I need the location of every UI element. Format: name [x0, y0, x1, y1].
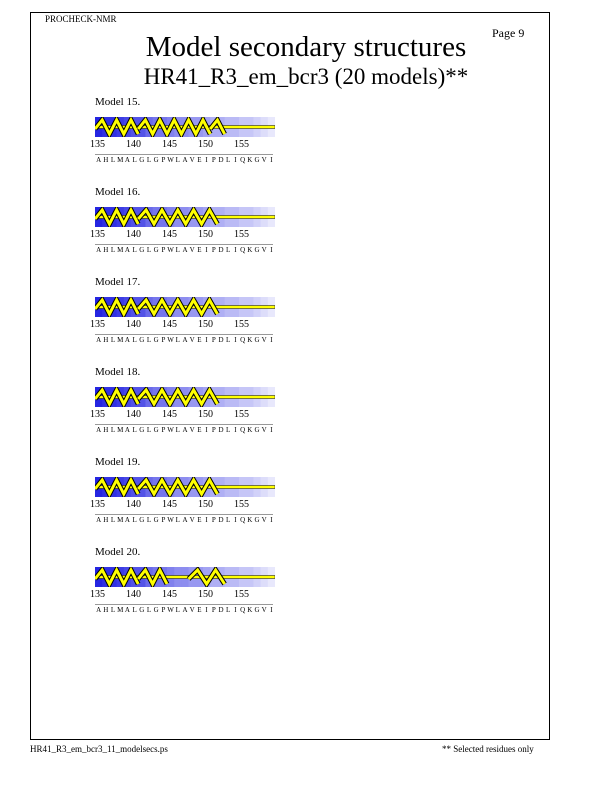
residue-letter: V — [189, 516, 195, 524]
model-panel — [90, 276, 280, 356]
residue-letter: M — [117, 516, 124, 524]
residue-letter: G — [153, 246, 159, 254]
tick-label: 135 — [90, 409, 105, 420]
residue-letter: I — [234, 156, 237, 164]
residue-letter: W — [167, 336, 174, 344]
residue-letter: A — [182, 336, 188, 344]
residue-letter: G — [139, 606, 145, 614]
tick-label: 150 — [198, 589, 213, 600]
residue-letter: H — [103, 426, 109, 434]
residue-letter: G — [254, 156, 260, 164]
tick-label: 145 — [162, 229, 177, 240]
residue-letter: L — [146, 336, 152, 344]
residue-letter: L — [110, 156, 116, 164]
residue-letter: A — [124, 516, 130, 524]
residue-letter: A — [124, 246, 130, 254]
residue-letter: A — [182, 156, 188, 164]
residue-letter: I — [234, 516, 237, 524]
model-label: Model 18. — [95, 366, 141, 378]
tick-label: 140 — [126, 139, 141, 150]
secondary-structure-strip — [95, 207, 275, 227]
tick-label: 140 — [126, 319, 141, 330]
residue-letter: A — [96, 156, 102, 164]
residue-letter: Q — [240, 516, 246, 524]
residue-letter: L — [175, 336, 180, 344]
residue-letter: I — [270, 336, 273, 344]
residue-letter: D — [218, 246, 224, 254]
residue-letter: P — [211, 156, 216, 164]
residue-letter: L — [110, 516, 116, 524]
residue-letter: G — [153, 156, 159, 164]
residue-letter: I — [205, 426, 208, 434]
residue-letter: V — [261, 516, 267, 524]
model-label: Model 20. — [95, 546, 141, 558]
residue-letter: I — [270, 156, 273, 164]
residue-letter: L — [146, 246, 152, 254]
residue-letter: M — [117, 336, 124, 344]
footer-note: ** Selected residues only — [442, 744, 534, 754]
residue-letter: Q — [240, 246, 246, 254]
residue-letter: W — [167, 606, 174, 614]
residue-letter: Q — [240, 156, 246, 164]
tick-label: 145 — [162, 409, 177, 420]
page-title: Model secondary structures — [145, 31, 467, 63]
tick-label: 155 — [234, 319, 249, 330]
divider — [95, 334, 273, 335]
residue-letter: P — [161, 246, 166, 254]
residue-letter: H — [103, 246, 109, 254]
residue-letter: E — [197, 426, 202, 434]
tick-label: 150 — [198, 319, 213, 330]
residue-letter: G — [139, 336, 145, 344]
residue-letter: E — [197, 516, 202, 524]
residue-letter: I — [205, 246, 208, 254]
residue-letter: Q — [240, 336, 246, 344]
residue-letter: I — [234, 246, 237, 254]
residue-letter: L — [146, 426, 152, 434]
residue-letter: I — [205, 336, 208, 344]
residue-letter: A — [124, 336, 130, 344]
residue-letter: W — [167, 516, 174, 524]
residue-letter: G — [153, 516, 159, 524]
residue-letter: W — [167, 246, 174, 254]
residue-letter: L — [226, 516, 231, 524]
divider — [95, 604, 273, 605]
tick-label: 150 — [198, 139, 213, 150]
residue-letter: L — [226, 156, 231, 164]
residue-letter: H — [103, 606, 109, 614]
residue-letter: L — [226, 246, 231, 254]
model-panel — [90, 96, 280, 176]
residue-letter: P — [161, 516, 166, 524]
residue-letter: P — [211, 336, 216, 344]
residue-number-axis — [90, 589, 280, 601]
residue-letter: V — [261, 156, 267, 164]
residue-letter: A — [124, 156, 130, 164]
residue-letter: V — [261, 336, 267, 344]
residue-letter: W — [167, 156, 174, 164]
residue-letter: A — [96, 516, 102, 524]
residue-letter: H — [103, 336, 109, 344]
residue-letter: E — [197, 606, 202, 614]
residue-letter: L — [146, 516, 152, 524]
residue-letter: I — [270, 426, 273, 434]
secondary-structure-strip — [95, 117, 275, 137]
residue-letter: A — [182, 606, 188, 614]
tick-label: 140 — [126, 229, 141, 240]
residue-letter: E — [197, 156, 202, 164]
model-label: Model 15. — [95, 96, 141, 108]
residue-letter: A — [124, 426, 130, 434]
residue-letter: L — [175, 426, 180, 434]
residue-letter: I — [270, 246, 273, 254]
residue-number-axis — [90, 139, 280, 151]
model-panel — [90, 366, 280, 446]
residue-letter: G — [139, 426, 145, 434]
residue-letter: A — [96, 426, 102, 434]
residue-letter: P — [161, 336, 166, 344]
tick-label: 135 — [90, 319, 105, 330]
residue-letter: K — [247, 516, 253, 524]
residue-letter: M — [117, 426, 124, 434]
residue-number-axis — [90, 319, 280, 331]
tick-label: 145 — [162, 499, 177, 510]
residue-letter: V — [189, 336, 195, 344]
residue-letter: L — [226, 606, 231, 614]
residue-letter: A — [182, 426, 188, 434]
residue-letter: D — [218, 426, 224, 434]
residue-letter: Q — [240, 426, 246, 434]
residue-letter: G — [139, 156, 145, 164]
residue-letter: I — [205, 156, 208, 164]
residue-letter: L — [132, 246, 137, 254]
residue-letter: K — [247, 426, 253, 434]
residue-letter: K — [247, 246, 253, 254]
residue-letter: I — [234, 426, 237, 434]
residue-letter: A — [96, 246, 102, 254]
secondary-structure-strip — [95, 567, 275, 587]
page-subtitle: HR41_R3_em_bcr3 (20 models)** — [143, 64, 469, 89]
residue-number-axis — [90, 499, 280, 511]
residue-letter: I — [234, 336, 237, 344]
residue-letter: K — [247, 606, 253, 614]
residue-letter: I — [205, 516, 208, 524]
sequence-row — [95, 606, 273, 616]
residue-letter: A — [96, 606, 102, 614]
residue-letter: G — [254, 606, 260, 614]
residue-letter: V — [189, 426, 195, 434]
residue-letter: L — [110, 336, 116, 344]
tick-label: 145 — [162, 319, 177, 330]
residue-letter: A — [182, 246, 188, 254]
residue-letter: G — [254, 426, 260, 434]
tick-label: 150 — [198, 499, 213, 510]
residue-letter: Q — [240, 606, 246, 614]
residue-letter: A — [124, 606, 130, 614]
sequence-row — [95, 156, 273, 166]
residue-letter: K — [247, 336, 253, 344]
residue-letter: L — [132, 336, 137, 344]
secondary-structure-strip — [95, 387, 275, 407]
residue-letter: V — [261, 426, 267, 434]
residue-letter: D — [218, 156, 224, 164]
sequence-row — [95, 336, 273, 346]
divider — [95, 244, 273, 245]
residue-letter: V — [261, 606, 267, 614]
residue-letter: L — [146, 606, 152, 614]
tick-label: 155 — [234, 409, 249, 420]
tick-label: 135 — [90, 229, 105, 240]
residue-letter: V — [189, 606, 195, 614]
sequence-row — [95, 516, 273, 526]
divider — [95, 424, 273, 425]
residue-letter: E — [197, 246, 202, 254]
residue-letter: P — [211, 606, 216, 614]
tick-label: 155 — [234, 499, 249, 510]
tick-label: 150 — [198, 229, 213, 240]
tick-label: 140 — [126, 499, 141, 510]
tick-label: 145 — [162, 139, 177, 150]
residue-letter: E — [197, 336, 202, 344]
residue-letter: I — [205, 606, 208, 614]
residue-letter: A — [182, 516, 188, 524]
residue-letter: G — [153, 426, 159, 434]
residue-letter: P — [211, 516, 216, 524]
model-label: Model 17. — [95, 276, 141, 288]
residue-letter: H — [103, 516, 109, 524]
residue-letter: L — [110, 246, 116, 254]
model-panel — [90, 186, 280, 266]
residue-letter: G — [139, 516, 145, 524]
residue-letter: L — [175, 156, 180, 164]
tick-label: 140 — [126, 409, 141, 420]
model-label: Model 19. — [95, 456, 141, 468]
residue-letter: L — [146, 156, 152, 164]
residue-letter: P — [211, 426, 216, 434]
footer-filename: HR41_R3_em_bcr3_11_modelsecs.ps — [30, 744, 168, 754]
residue-letter: I — [270, 516, 273, 524]
residue-letter: P — [161, 606, 166, 614]
residue-letter: G — [139, 246, 145, 254]
residue-letter: I — [270, 606, 273, 614]
page-number: Page 9 — [492, 26, 525, 40]
residue-letter: M — [117, 246, 124, 254]
tick-label: 140 — [126, 589, 141, 600]
residue-letter: L — [132, 516, 137, 524]
residue-letter: P — [161, 426, 166, 434]
residue-letter: M — [117, 606, 124, 614]
tick-label: 155 — [234, 139, 249, 150]
tick-label: 145 — [162, 589, 177, 600]
residue-letter: L — [110, 426, 116, 434]
residue-letter: G — [254, 336, 260, 344]
residue-letter: G — [254, 516, 260, 524]
residue-letter: V — [261, 246, 267, 254]
residue-number-axis — [90, 409, 280, 421]
program-name: PROCHECK-NMR — [45, 14, 117, 24]
residue-letter: L — [175, 246, 180, 254]
residue-letter: W — [167, 426, 174, 434]
residue-letter: L — [175, 606, 180, 614]
residue-letter: P — [211, 246, 216, 254]
residue-letter: L — [226, 336, 231, 344]
tick-label: 150 — [198, 409, 213, 420]
residue-letter: D — [218, 516, 224, 524]
residue-letter: V — [189, 246, 195, 254]
model-panel — [90, 546, 280, 626]
residue-letter: D — [218, 606, 224, 614]
secondary-structure-strip — [95, 297, 275, 317]
residue-letter: G — [153, 336, 159, 344]
model-panel — [90, 456, 280, 536]
tick-label: 135 — [90, 589, 105, 600]
residue-letter: G — [254, 246, 260, 254]
divider — [95, 154, 273, 155]
residue-letter: L — [132, 606, 137, 614]
residue-letter: L — [132, 426, 137, 434]
residue-letter: K — [247, 156, 253, 164]
residue-number-axis — [90, 229, 280, 241]
residue-letter: I — [234, 606, 237, 614]
residue-letter: G — [153, 606, 159, 614]
residue-letter: M — [117, 156, 124, 164]
sequence-row — [95, 426, 273, 436]
residue-letter: L — [175, 516, 180, 524]
residue-letter: A — [96, 336, 102, 344]
residue-letter: H — [103, 156, 109, 164]
tick-label: 135 — [90, 139, 105, 150]
tick-label: 155 — [234, 589, 249, 600]
residue-letter: L — [226, 426, 231, 434]
tick-label: 155 — [234, 229, 249, 240]
divider — [95, 514, 273, 515]
model-label: Model 16. — [95, 186, 141, 198]
residue-letter: P — [161, 156, 166, 164]
residue-letter: L — [110, 606, 116, 614]
residue-letter: L — [132, 156, 137, 164]
residue-letter: V — [189, 156, 195, 164]
secondary-structure-strip — [95, 477, 275, 497]
residue-letter: D — [218, 336, 224, 344]
sequence-row — [95, 246, 273, 256]
tick-label: 135 — [90, 499, 105, 510]
